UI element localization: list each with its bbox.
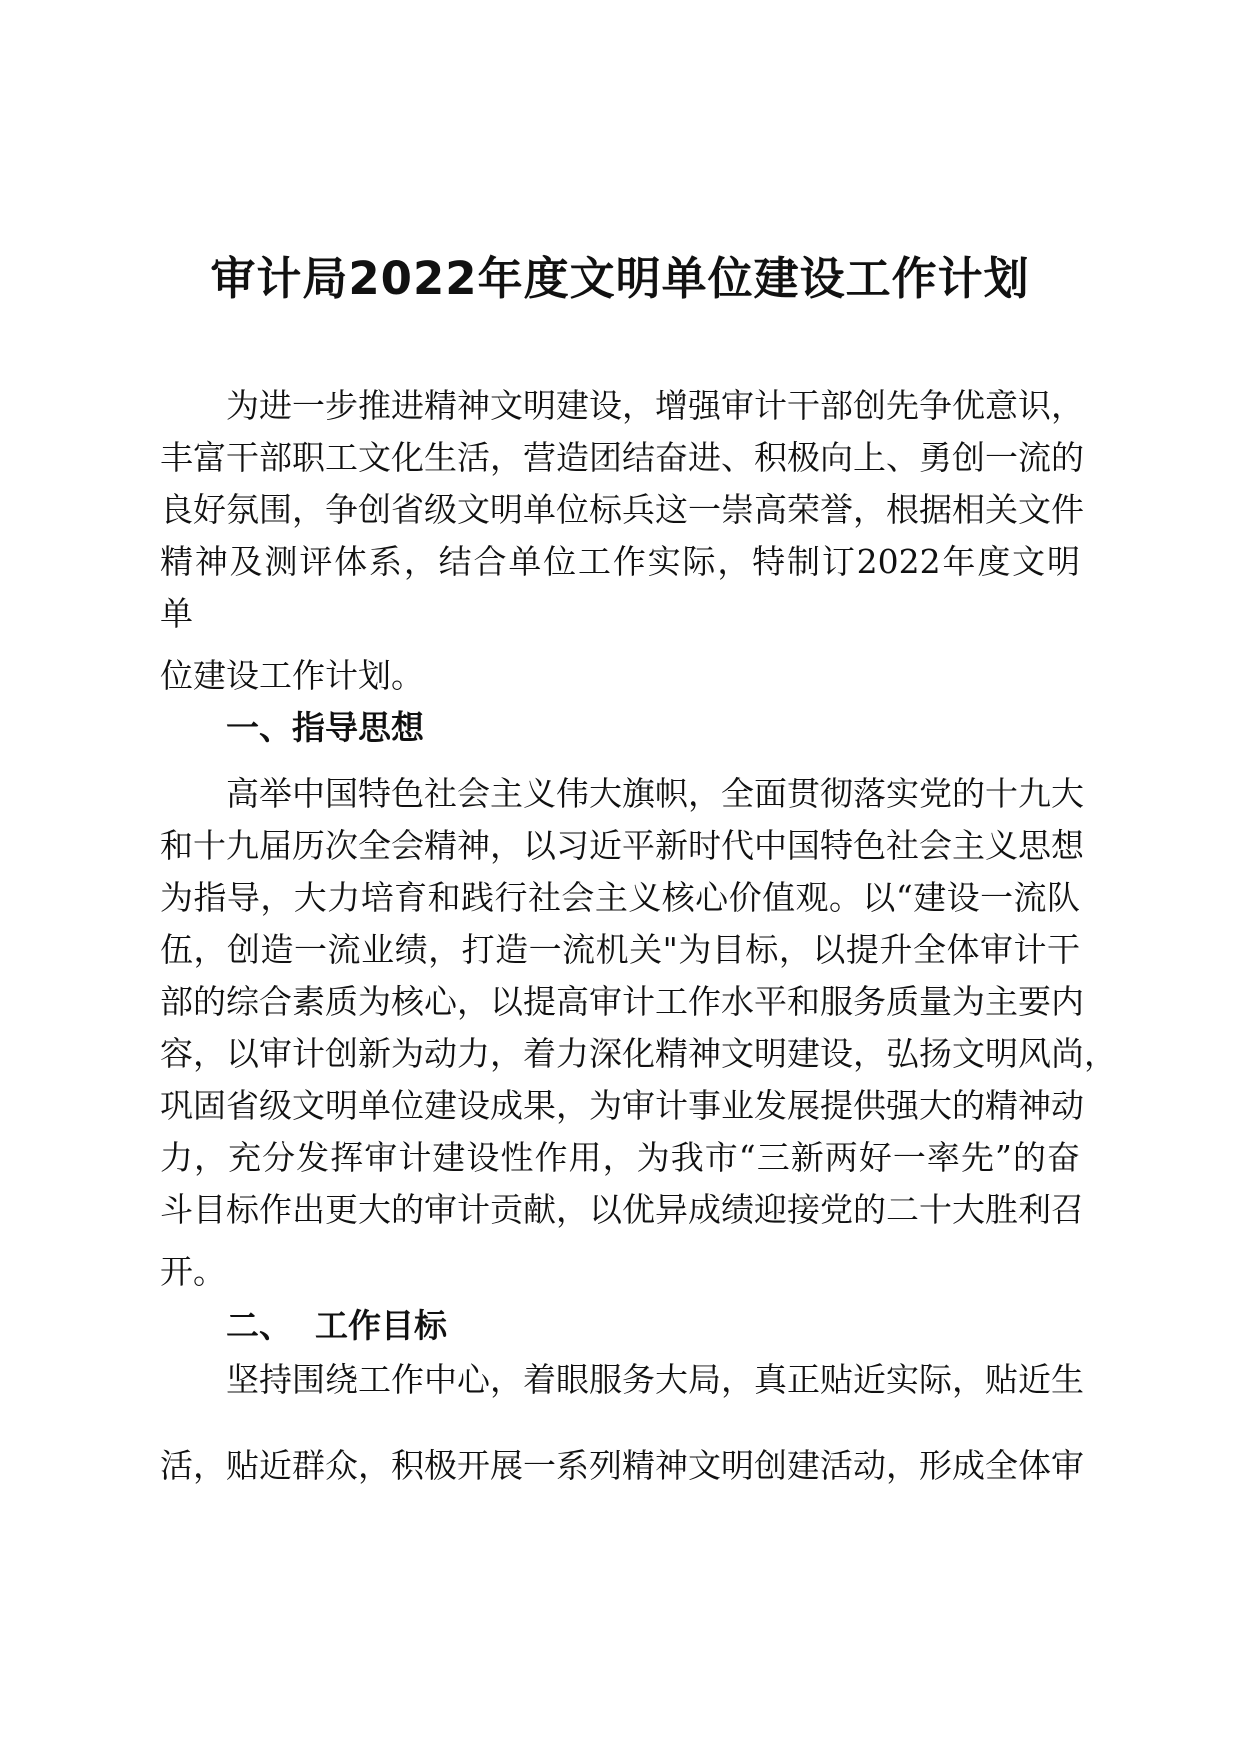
section2-line: 活，贴近群众，积极开展一系列精神文明创建活动，形成全体审 — [160, 1446, 1084, 1485]
section1-line: 伍，创造一流业绩，打造一流机关"为目标，以提升全体审计干 — [160, 930, 1080, 969]
intro-line: 单 — [160, 594, 193, 633]
intro-line: 丰富干部职工文化生活，营造团结奋进、积极向上、勇创一流的 — [160, 438, 1084, 477]
document-title: 审计局2022年度文明单位建设工作计划 — [210, 252, 1030, 305]
section1-line: 力，充分发挥审计建设性作用，为我市“三新两好一率先”的奋 — [160, 1138, 1080, 1177]
intro-line: 精神及测评体系，结合单位工作实际，特制订2022年度文明 — [160, 542, 1080, 581]
intro-line: 为进一步推进精神文明建设，增强审计干部创先争优意识， — [226, 386, 1084, 425]
section1-line: 和十九届历次全会精神，以习近平新时代中国特色社会主义思想 — [160, 826, 1084, 865]
intro-line: 位建设工作计划。 — [160, 656, 424, 695]
section1-line: 部的综合素质为核心，以提高审计工作水平和服务质量为主要内 — [160, 982, 1084, 1021]
section1-line: 为指导，大力培育和践行社会主义核心价值观。以“建设一流队 — [160, 878, 1080, 917]
section1-line: 斗目标作出更大的审计贡献，以优异成绩迎接党的二十大胜利召 — [160, 1190, 1084, 1229]
section-heading-guiding-ideology: 一、指导思想 — [226, 708, 424, 747]
section1-line: 高举中国特色社会主义伟大旗帜，全面贯彻落实党的十九大 — [226, 774, 1084, 813]
section1-line: 容，以审计创新为动力，着力深化精神文明建设，弘扬文明风尚， — [160, 1034, 1117, 1073]
section-heading-work-goals: 二、 工作目标 — [226, 1306, 447, 1345]
section1-line: 巩固省级文明单位建设成果，为审计事业发展提供强大的精神动 — [160, 1086, 1084, 1125]
section2-line: 坚持围绕工作中心，着眼服务大局，真正贴近实际，贴近生 — [226, 1360, 1084, 1399]
intro-line: 良好氛围，争创省级文明单位标兵这一崇高荣誉，根据相关文件 — [160, 490, 1084, 529]
section1-line: 开。 — [160, 1252, 226, 1291]
